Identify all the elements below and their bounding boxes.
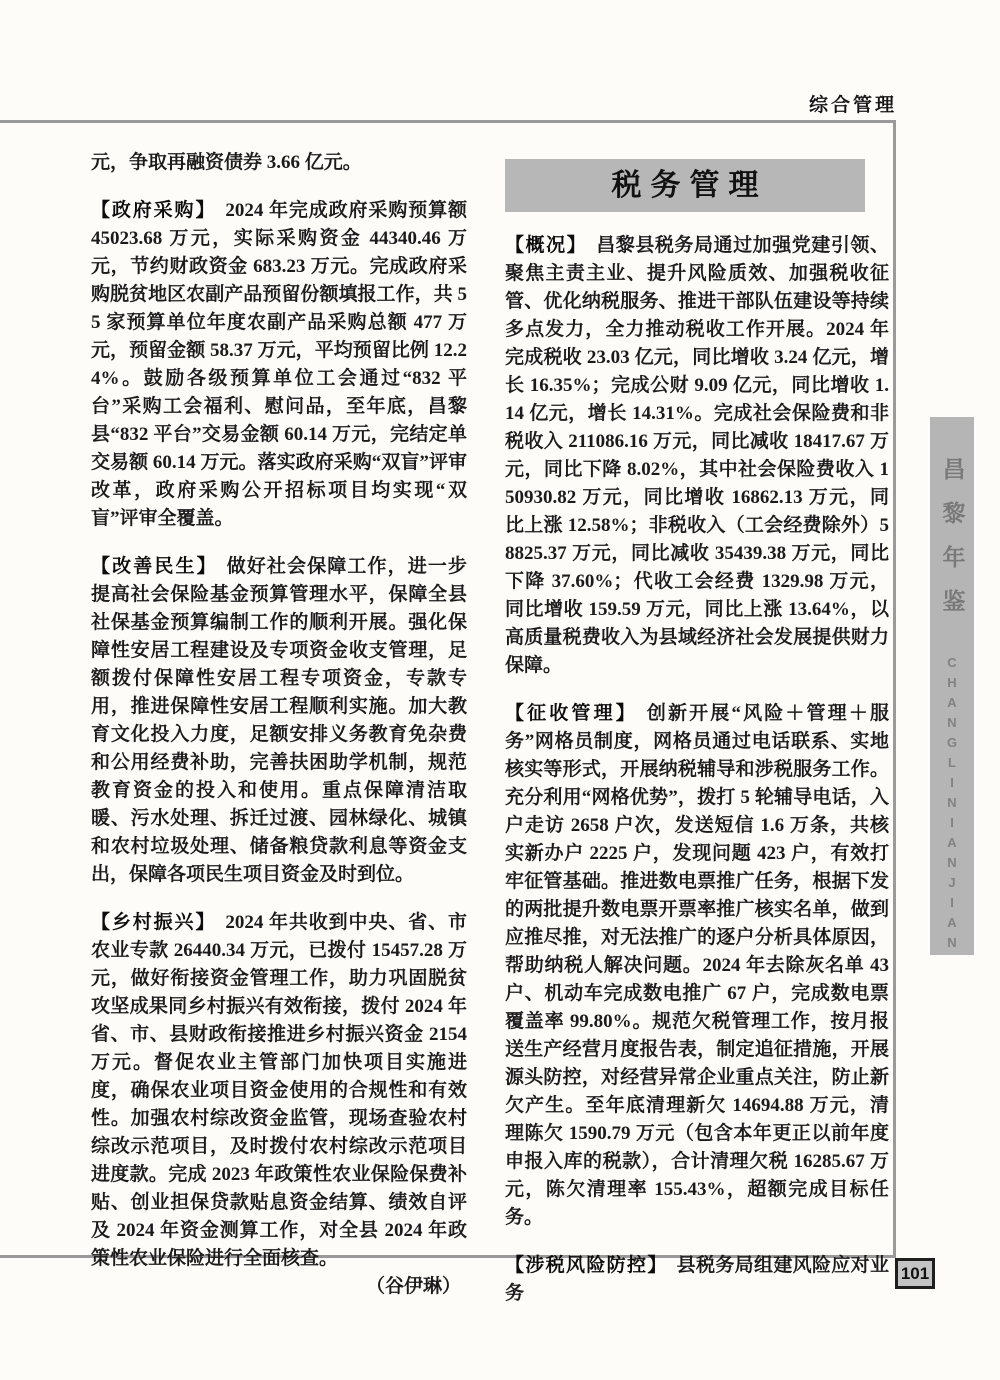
author-attribution: （谷伊琳） <box>365 1276 461 1297</box>
edge-tab-title-cn: 昌黎年鉴 <box>939 457 965 633</box>
section-body: 做好社会保障工作，进一步提高社会保险基金预算管理水平，保障全县社保基金预算编制工作的顺利开展。强化保障性安居工程建设及专项资金收支管理，足额拨付保障性安居工程专项资金，专款专用，推进保障性安居工程顺利实施。加大教育文化投入力度，足额安排义务教育免杂费和公用经费补助，完善扶困助学机制，规范教育资金的投入和使用。重点保障清洁取暖、污水处理、拆迁过渡、园林绿化、城镇和农村垃圾处理、储备粮贷款利息等资金支出，保障各项民生项目资金及时到位。 <box>91 556 467 885</box>
section-title: 【改善民生】 <box>91 556 218 577</box>
section-title: 【乡村振兴】 <box>91 912 217 933</box>
section-body: 2024 年完成政府采购预算额 45023.68 万元，实际采购资金 44340.46 万元，节约财政资金 683.23 万元。完成政府采购脱贫地区农副产品预留份额填报工作，共 55 家预算单位年度农副产品采购总额 477 万元，预留金额 58.37 万元，平均预留比例 12.24%。鼓励各级预算单位工会通过“832 平台”采购工会福利、慰问品，至年底，昌黎县“832 平台”交易金额 60.14 万元，完结定单交易额 60.14 万元。落实政府采购“双盲”评审改革，政府采购公开招标项目均实现“双盲”评审全覆盖。 <box>91 200 467 529</box>
edge-tab <box>930 417 974 955</box>
section-government-procurement <box>91 197 467 533</box>
section-body: 昌黎县税务局通过加强党建引领、聚焦主责主业、提升风险质效、加强税收征管、优化纳税服务、推进干部队伍建设等持续多点发力，全力推动税收工作开展。2024 年完成税收 23.03 亿元，同比增收 3.24 亿元，增长 16.35%；完成公财 9.09 亿元，同比增收 1.14 亿元，增长 14.31%。完成社会保险费和非税收入 211086.16 万元，同比减收 18417.67 万元，同比下降 8.02%，其中社会保险费收入 150930.82 万元，同比增收 16862.13 万元，同比上涨 12.58%；非税收入（工会经费除外）58825.37 万元，同比减收 35439.38 万元，同比下降 37.60%；代收工会经费 1329.98 万元，同比增收 159.59 万元，同比上涨 13.64%，以高质量税费收入为县域经济社会发展提供财力保障。 <box>505 235 889 676</box>
section-title: 【概况】 <box>505 235 588 256</box>
section-body: 县税务局组建风险应对业务 <box>505 1255 889 1304</box>
section-livelihood-improvement <box>91 553 467 889</box>
chapter-title: 税务管理 <box>611 168 768 202</box>
section-body: 创新开展“风险＋管理＋服务”网格员制度，网格员通过电话联系、实地核实等形式，开展纳税辅导和涉税服务工作。充分利用“网格优势”，拨打 5 轮辅导电话，入户走访 2658 户次，发送短信 1.6 万条，共核实新办户 2225 户，发现问题 423 户，有效打牢征管基础。推进数电票推广任务，根据下发的两批提升数电票开票率推广核实名单，做到应推尽推，对无法推广的逐户分析具体原因，帮助纳税人解决问题。2024 年去除灰名单 43 户、机动车完成数电推广 67 户，完成数电票覆盖率 99.80%。规范欠税管理工作，按月报送生产经营月度报告表，制定追征措施，开展源头防控，对经营异常企业重点关注，防止新欠产生。至年底清理新欠 14694.88 万元，清理陈欠 1590.79 万元（包含本年更正以前年度申报入库的税款），合计清理欠税 16285.67 万元，陈欠清理率 155.43%，超额完成目标任务。 <box>505 703 889 1228</box>
section-title: 【涉税风险防控】 <box>505 1255 668 1276</box>
section-overview <box>505 232 889 680</box>
left-column <box>91 149 467 1301</box>
content-border-box <box>0 120 896 1304</box>
running-head: 综合管理 <box>808 95 897 116</box>
section-title: 【政府采购】 <box>91 200 217 221</box>
section-title: 【征收管理】 <box>505 703 638 724</box>
chapter-title-banner <box>505 159 865 212</box>
section-body: 2024 年共收到中央、省、市农业专款 26440.34 万元，已拨付 15457.28 万元，做好衔接资金管理工作，助力巩固脱贫攻坚成果同乡村振兴有效衔接，拨付 2024 年省、市、县财政衔接推进乡村振兴资金 2154 万元。督促农业主管部门加快项目实施进度，确保农业项目资金使用的合规性和有效性。加强农村综改资金监管，现场查验农村综改示范项目，及时拨付农村综改示范项目进度款。完成 2023 年政策性农业保险保费补贴、创业担保贷款贴息资金结算、绩效自评及 2024 年资金测算工作，对全县 2024 年政策性农业保险进行全面核查。 <box>91 912 467 1269</box>
section-rural-revitalization <box>91 909 467 1273</box>
paragraph-continuation: 元，争取再融资债券 3.66 亿元。 <box>91 152 362 173</box>
section-collection-management <box>505 700 889 1232</box>
right-column <box>505 159 889 1308</box>
page-number-badge: 101 <box>895 1258 935 1289</box>
edge-tab-title-en: CHANGLINIANJIAN <box>944 655 960 955</box>
section-tax-risk-prevention <box>505 1252 889 1308</box>
